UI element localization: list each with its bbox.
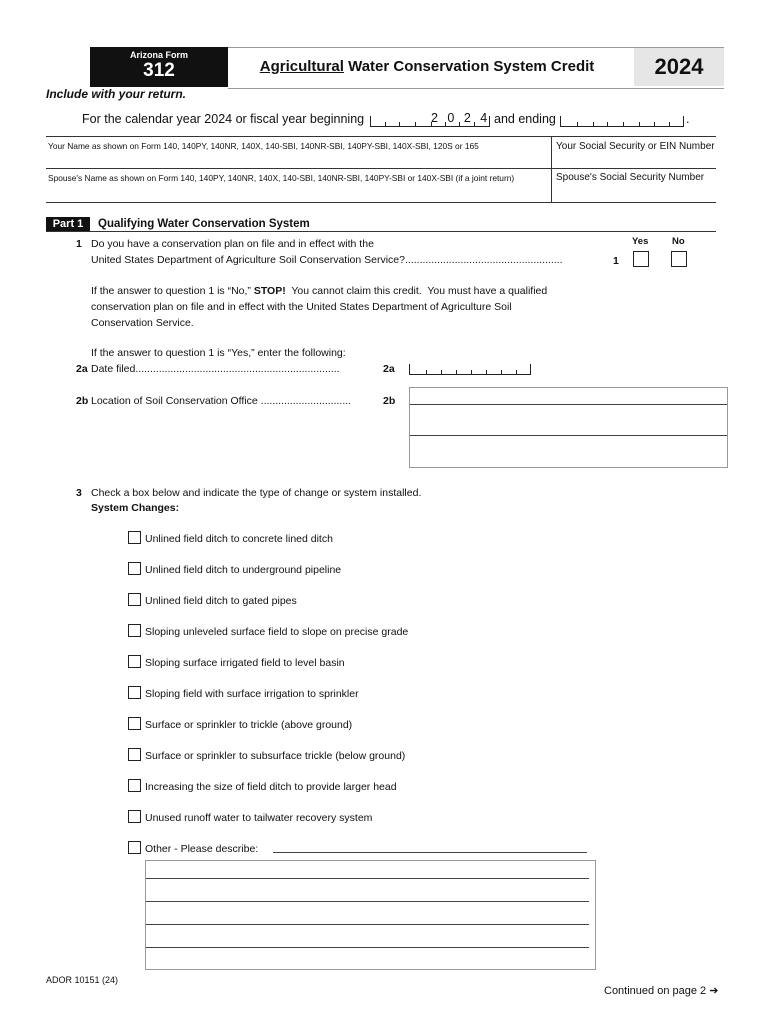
q3-subheading: System Changes: [91, 502, 180, 514]
option-checkbox[interactable] [128, 686, 141, 699]
q1-no-checkbox[interactable] [671, 251, 687, 267]
option-label: Unused runoff water to tailwater recovery system [145, 812, 373, 824]
option-checkbox[interactable] [128, 562, 141, 575]
date-filed-field[interactable] [409, 364, 531, 375]
no-note-post: You cannot claim this credit. You must have a qualified [285, 285, 548, 297]
spouse-ssn-input[interactable] [552, 184, 716, 202]
description-line-1 [146, 878, 589, 879]
q2b-line-number: 2b [383, 395, 396, 407]
q2b-number: 2b [76, 395, 89, 407]
include-note: Include with your return. [46, 87, 187, 101]
form-label: Arizona Form [129, 50, 188, 60]
part-rule [46, 231, 716, 232]
q3-number: 3 [76, 487, 82, 499]
q2b-label: Location of Soil Conservation Office ............................... [91, 395, 352, 407]
option-checkbox[interactable] [128, 810, 141, 823]
no-note-pre: If the answer to question 1 is “No,” [91, 285, 254, 297]
option-checkbox[interactable] [128, 748, 141, 761]
option-checkbox[interactable] [128, 593, 141, 606]
option-label: Unlined field ditch to gated pipes [145, 595, 297, 607]
q2a-number: 2a [76, 363, 88, 375]
option-checkbox[interactable] [128, 655, 141, 668]
option-label: Surface or sprinkler to subsurface trickle (below ground) [145, 750, 406, 762]
yes-column-label: Yes [632, 236, 649, 247]
q3-text: Check a box below and indicate the type of change or system installed. [91, 487, 422, 499]
your-name-input[interactable] [46, 150, 550, 168]
option-label: Sloping surface irrigated field to level basin [145, 657, 345, 669]
no-note-line3: Conservation Service. [91, 317, 194, 329]
form-number: 312 [143, 60, 175, 81]
option-label: Other - Please describe: [145, 843, 259, 855]
name-row-top-rule [46, 136, 716, 137]
q1-line1: Do you have a conservation plan on file and in effect with the [91, 238, 374, 250]
no-column-label: No [672, 236, 685, 247]
option-label: Sloping field with surface irrigation to sprinkler [145, 688, 359, 700]
q2a-label: Date filed...................................................................... [91, 363, 340, 375]
other-description-field[interactable] [145, 860, 596, 970]
option-label: Unlined field ditch to concrete lined ditch [145, 533, 333, 545]
part-label: Part 1 [46, 217, 90, 232]
description-line-2 [146, 901, 589, 902]
yes-note: If the answer to question 1 is “Yes,” enter the following: [91, 347, 346, 359]
period-ending-label: and ending [494, 112, 556, 126]
begin-year-value: 2 0 2 4 [431, 111, 491, 125]
your-ssn-input[interactable] [552, 154, 716, 168]
name-row-bottom-rule [46, 202, 716, 203]
spouse-ssn-label: Spouse's Social Security Number [556, 172, 705, 183]
end-date-field[interactable] [560, 116, 684, 127]
q1-number: 1 [76, 238, 82, 250]
option-checkbox[interactable] [128, 531, 141, 544]
name-row-mid-rule [46, 168, 716, 169]
form-title [228, 58, 626, 75]
option-label: Increasing the size of field ditch to provide larger head [145, 781, 397, 793]
form-id: ADOR 10151 (24) [46, 975, 119, 985]
part-title: Qualifying Water Conservation System [98, 218, 310, 230]
period-text: For the calendar year 2024 or fiscal year beginning [82, 112, 365, 126]
q1-yes-checkbox[interactable] [633, 251, 649, 267]
option-label: Sloping unleveled surface field to slope on precise grade [145, 626, 409, 638]
title-rest: Water Conservation System Credit [343, 58, 595, 75]
no-note-line1 [91, 285, 547, 297]
stop-text: STOP! [253, 285, 286, 297]
end-period-dot: . [686, 112, 690, 126]
option-checkbox[interactable] [128, 717, 141, 730]
your-ssn-label: Your Social Security or EIN Number [556, 141, 715, 152]
description-line-4 [146, 947, 589, 948]
q2a-line-number: 2a [383, 363, 395, 375]
spouse-name-input[interactable] [46, 184, 550, 202]
option-checkbox[interactable] [128, 624, 141, 637]
location-line-1 [410, 404, 727, 405]
title-underlined-word: Agricultural [259, 58, 344, 75]
q1-line2: United States Department of Agriculture Soil Conservation Service?...................................................... [91, 254, 563, 266]
option-checkbox[interactable] [128, 779, 141, 792]
no-note-line2: conservation plan on file and in effect with the United States Department of Agriculture Soil [91, 301, 512, 313]
option-checkbox[interactable] [128, 841, 141, 854]
option-label: Unlined field ditch to underground pipeline [145, 564, 342, 576]
location-field[interactable] [409, 387, 728, 468]
form-number-badge [90, 47, 228, 87]
your-name-label: Your Name as shown on Form 140, 140PY, 140NR, 140X, 140-SBI, 140NR-SBI, 140PY-SBI, 140X-SBI, 120S or 165 [48, 141, 479, 151]
continued-note: Continued on page 2 ➔ [604, 985, 719, 997]
spouse-name-label: Spouse's Name as shown on Form 140, 140PY, 140NR, 140X, 140-SBI, 140NR-SBI, 140PY-SBI or 140X-SBI (if a joint return) [48, 173, 515, 183]
option-label: Surface or sprinkler to trickle (above ground) [145, 719, 353, 731]
tax-year-box: 2024 [634, 48, 724, 86]
description-line-3 [146, 924, 589, 925]
other-describe-line[interactable] [273, 852, 587, 853]
location-line-2 [410, 435, 727, 436]
q1-line-number: 1 [613, 255, 619, 267]
